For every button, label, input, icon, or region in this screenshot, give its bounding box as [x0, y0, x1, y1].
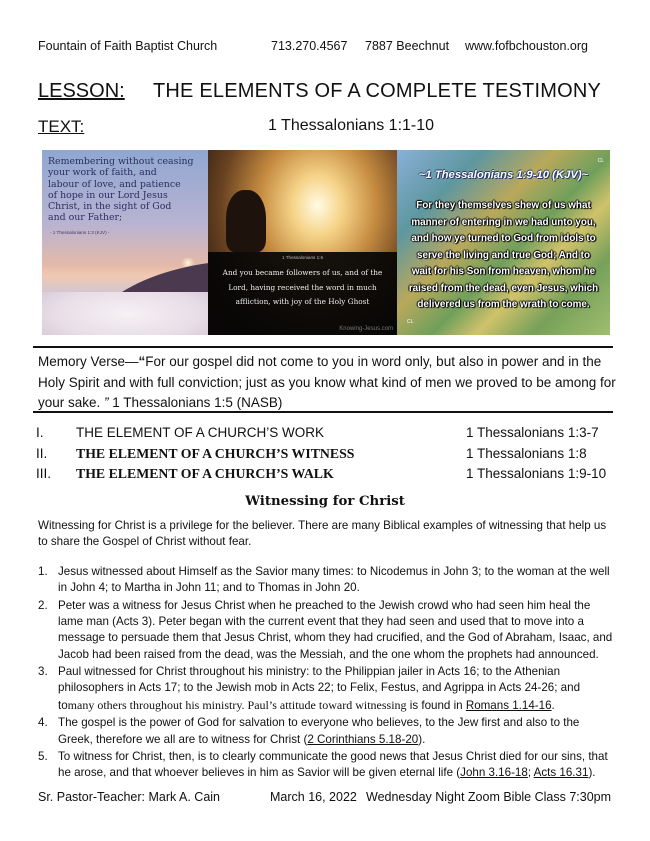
list-number: 3. [38, 665, 48, 679]
memory-verse-open-quote: “ [138, 354, 146, 369]
list-item [38, 564, 613, 596]
list-text: Jesus witnessed about Himself as the Savior many times: to Nicodemus in John 3; to the woman at the well in John 4; to Martha in John 11; and to Thomas in John 20. [58, 565, 610, 595]
lesson-date: March 16, 2022 [270, 790, 357, 804]
outline-numeral: III. [36, 466, 52, 481]
outline-reference: 1 Thessalonians 1:3-7 [466, 425, 599, 440]
verse-source: - 1 Thessalonians 1:3 (KJV) - [50, 230, 110, 235]
list-number: 2. [38, 598, 48, 612]
church-name: Fountain of Faith Baptist Church [38, 39, 218, 53]
church-phone: 713.270.4567 [271, 39, 348, 53]
caption-line: And you became followers of us, and of the [222, 268, 383, 277]
verse-line: and our Father; [48, 212, 123, 224]
scripture-link[interactable]: John 3.16-18 [460, 766, 528, 780]
outline-numeral: II. [36, 445, 48, 461]
list-text: is found in [406, 698, 466, 712]
list-number: 4. [38, 716, 48, 730]
memory-verse-close-quote: ” [100, 395, 109, 411]
scripture-link[interactable]: Romans 1.14-16 [465, 698, 552, 712]
outline-item [36, 425, 626, 446]
list-text: To witness for Christ, then, is to clearly communicate the good news that Jesus Christ died for our sins, that he arose, and that whoever believes in him as Savior will be given eternal life ( [58, 750, 608, 780]
outline-title: THE ELEMENT OF A CHURCH’S WORK [76, 425, 325, 440]
verse-line: and how ye turned to God from idols to [411, 233, 596, 244]
section-title: Witnessing for Christ [245, 494, 405, 509]
verse-line: of hope in our Lord Jesus [48, 189, 168, 201]
scripture-link[interactable]: Acts 16.31 [533, 766, 589, 780]
text-label: TEXT: [38, 117, 85, 136]
list-text: Peter was a witness for Jesus Christ when he preached to the Jewish crowd who had seen him heal the lame man (Acts 3). Peter began with the current event that they had seen and used that to move into a message to persuade them that Jesus Christ, whom they had crucified, and the God of Abraham, Isaac, and Jacob had been raised from the dead, was the Messiah, and the one whom the prophets had announced. [58, 598, 613, 661]
verse-line: manner of entering in we had unto you, [411, 216, 596, 228]
memory-verse-lead: Memory Verse— [38, 354, 139, 369]
outline-reference: 1 Thessalonians 1:9-10 [466, 466, 607, 481]
lesson-label: LESSON: [38, 80, 125, 102]
verse-line: wait for his Son from heaven, whom he [411, 266, 596, 277]
verse-title: ~1 Thessalonians 1:9-10 (KJV)~ [418, 169, 589, 181]
verse-line: raised from the dead, even Jesus, which [408, 282, 599, 294]
verse-image-sunrise [42, 150, 208, 335]
memory-verse [38, 352, 618, 414]
memory-verse-reference: 1 Thessalonians 1:5 (NASB) [112, 395, 283, 411]
outline-title: THE ELEMENT OF A CHURCH’S WITNESS [76, 445, 355, 461]
divider-bottom [33, 411, 613, 413]
verse-line: delivered us from the wrath to come. [417, 299, 590, 310]
praying-figure [226, 190, 266, 252]
verse-line: serve the living and true God; And to [416, 249, 590, 261]
list-item [38, 715, 613, 747]
image-watermark: Knowing-Jesus.com [339, 326, 393, 332]
outline-reference: 1 Thessalonians 1:8 [466, 445, 587, 461]
lesson-outline [36, 425, 626, 487]
class-info: Wednesday Night Zoom Bible Class 7:30pm [366, 790, 612, 804]
list-item [38, 664, 613, 714]
verse-line: your work of faith, and [48, 167, 157, 179]
section-intro: Witnessing for Christ is a privilege for the believer. There are many Biblical examples of witnessing that help us to share the Gospel of Christ without fear. [38, 519, 607, 548]
verse-line: Remembering without ceasing [48, 156, 194, 167]
caption-reference: 1 Thessalonians 1:6 [281, 255, 324, 260]
caption-line: Lord, having received the word in much [228, 282, 377, 292]
list-number: 1. [38, 565, 48, 578]
list-item [38, 749, 613, 781]
pastor-name: Sr. Pastor-Teacher: Mark A. Cain [38, 790, 221, 804]
cloud-bank [42, 292, 208, 335]
list-text-serif: many others throughout his ministry. Paul’s attitude toward witnessing [67, 697, 407, 712]
caption-text [216, 266, 389, 310]
list-number: 5. [38, 750, 48, 764]
verse-line: labour of love, and patience [48, 178, 181, 190]
outline-title: THE ELEMENT OF A CHURCH’S WALK [76, 466, 334, 481]
verse-quote-1-3 [48, 156, 204, 224]
text-reference: 1 Thessalonians 1:1-10 [268, 117, 435, 134]
outline-item [36, 466, 626, 487]
verse-line: For they themselves shew of us what [416, 200, 591, 211]
church-website: www.fofbchouston.org [465, 39, 588, 53]
outline-item [36, 446, 626, 467]
lesson-title: THE ELEMENTS OF A COMPLETE TESTIMONY [153, 80, 602, 102]
scripture-link[interactable]: 2 Corinthians 5.18-20 [307, 732, 419, 746]
list-item [38, 598, 613, 663]
list-text: Paul witnessed for Christ throughout his ministry: to the Philippian jailer in Acts 16; to the Athenian philosophers in Acts 17; to the Jewish mob in Acts 22; to Felix, Festus, and Agrippa in Acts 24-26; and to [58, 665, 581, 712]
list-text: ). [418, 732, 426, 746]
list-text: ; [527, 766, 534, 780]
verse-line: Christ, in the sight of God [48, 201, 172, 213]
verse-image-field [397, 150, 610, 335]
corner-mark-bottom: CL [407, 319, 414, 325]
caption-line: affliction, with joy of the Holy Ghost [235, 297, 370, 306]
list-text: ). [588, 766, 596, 780]
corner-mark-top: CL [597, 158, 604, 164]
list-text: . [551, 698, 555, 712]
verse-body [402, 198, 605, 314]
outline-numeral: I. [36, 425, 44, 440]
verse-image-praying [208, 150, 397, 335]
divider-top [33, 346, 613, 348]
memory-verse-text: For our gospel did not come to you in word only, but also in power and in the Holy Spirit and with full conviction; just as you know what kind of men we proved to be among for your sake. [38, 354, 616, 411]
church-address: 7887 Beechnut [365, 39, 450, 53]
list-text: The gospel is the power of God for salvation to everyone who believes, to the Jew first and also to the Greek, therefore we all are to witness for Christ ( [58, 716, 580, 746]
witness-examples-list [38, 564, 613, 783]
